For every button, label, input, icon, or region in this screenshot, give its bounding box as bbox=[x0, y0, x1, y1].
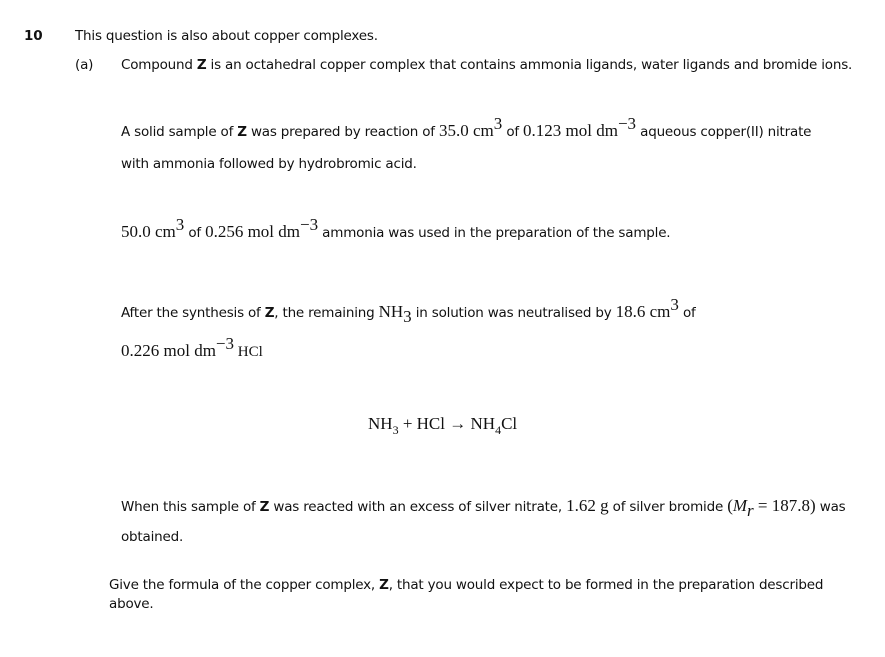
neutralisation-line-2: 0.226 mol $dm^{-3}$ HCl bbox=[121, 334, 263, 360]
part-a-statement: Compound Z is an octahedral copper complex that contains ammonia ligands, water ligands and bromide ions. bbox=[121, 57, 853, 73]
reaction-arrow: → bbox=[449, 414, 467, 433]
preparation-line-2: with ammonia followed by hydrobromic acid. bbox=[121, 156, 417, 172]
question-prompt-line-2: above. bbox=[109, 596, 154, 612]
ammonia-line: 50.0 $cm^3$ of 0.256 mol $dm^{-3}$ ammonia was used in the preparation of the sample. bbox=[121, 215, 671, 241]
silver-bromide-line-2: obtained. bbox=[121, 529, 184, 545]
question-intro: This question is also about copper complexes. bbox=[75, 28, 378, 44]
neutralisation-line-1: After the synthesis of Z, the remaining $NH_3$ in solution was neutralised by 18.6 $cm^3$ of bbox=[121, 295, 696, 326]
neutralisation-equation: $NH_3$ + HCl → $NH_4Cl$ bbox=[368, 414, 518, 437]
question-number: 10 bbox=[24, 28, 43, 44]
question-prompt-line-1: Give the formula of the copper complex, Z, that you would expect to be formed in the preparation described bbox=[109, 577, 824, 593]
silver-bromide-line-1: When this sample of Z was reacted with an excess of silver nitrate, 1.62 g of silver bromide $(M_r = 187.8)$ was bbox=[121, 496, 846, 520]
compound-z: Z bbox=[196, 57, 207, 73]
preparation-line-1: A solid sample of Z was prepared by reaction of 35.0 $cm^3$ of 0.123 mol $dm^{-3}$ aqueous copper(II) nitrate bbox=[121, 114, 812, 140]
part-label: (a) bbox=[75, 57, 94, 73]
